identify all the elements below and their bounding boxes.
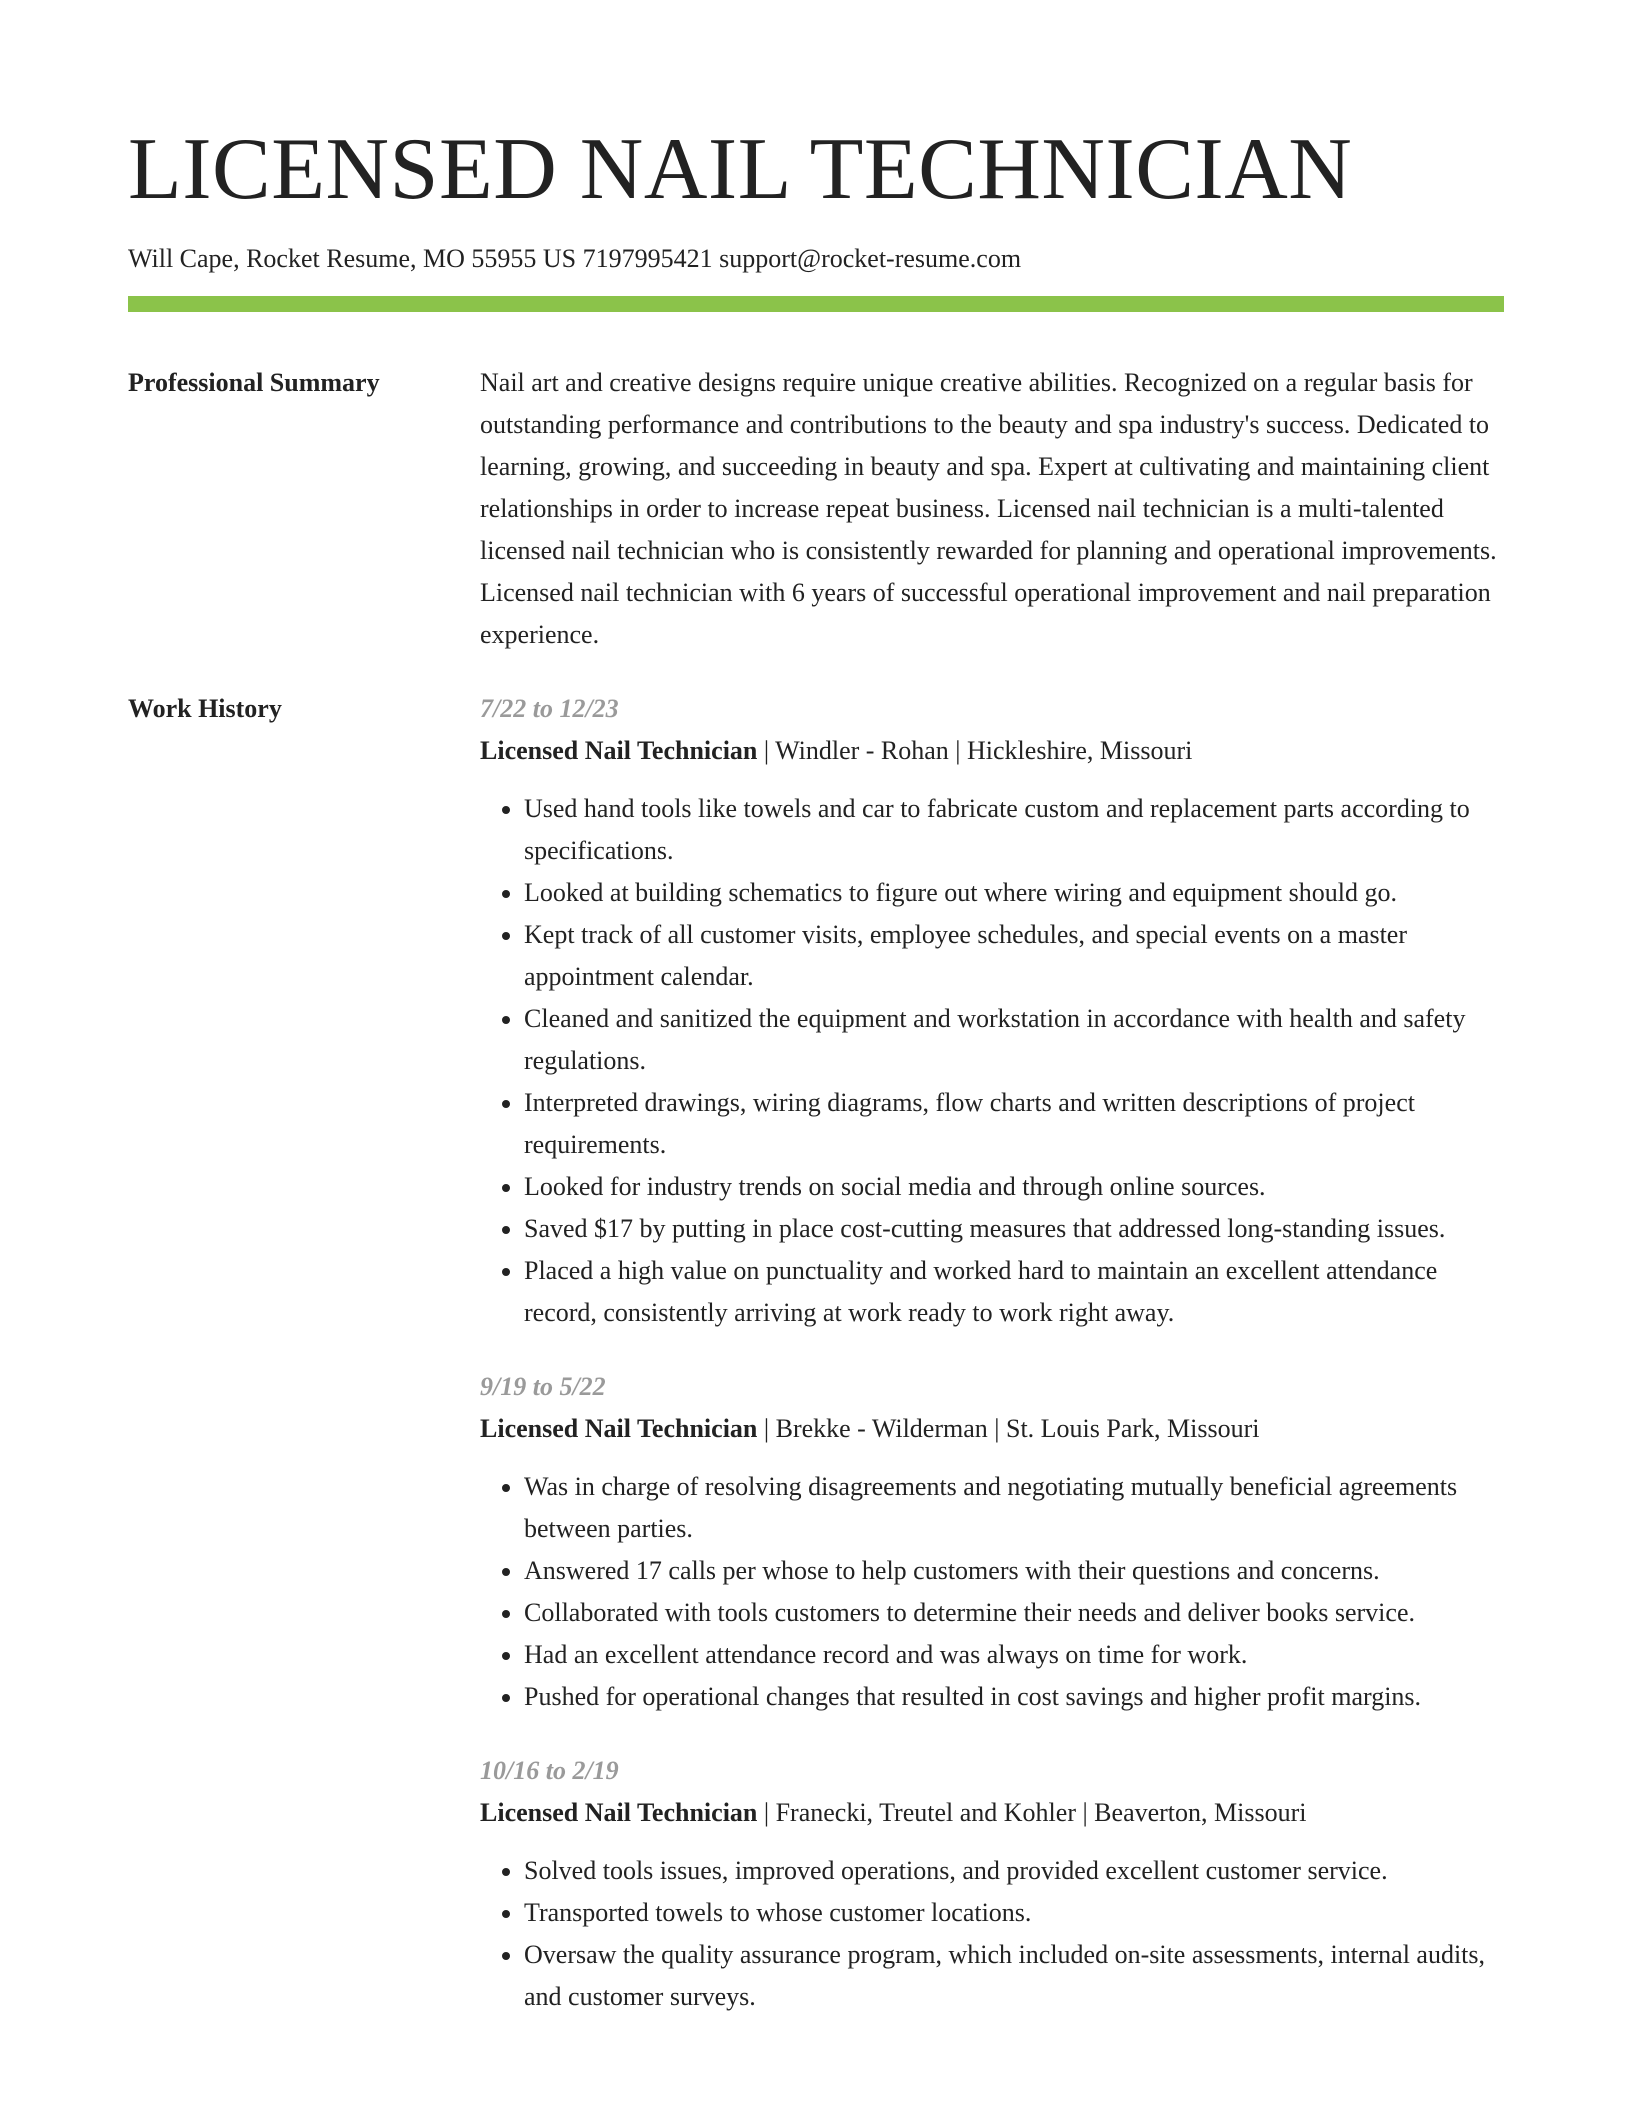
job-bullet: • Collaborated with tools customers to determine their needs and deliver books service. <box>524 1592 1504 1634</box>
job-entry <box>480 688 1504 1334</box>
job-heading <box>480 1792 1504 1834</box>
job-bullet: • Looked for industry trends on social media and through online sources. <box>524 1166 1504 1208</box>
job-entry <box>480 1750 1504 2018</box>
job-bullet: • Interpreted drawings, wiring diagrams, flow charts and written descriptions of project requirements. <box>524 1082 1504 1166</box>
job-bullet: • Looked at building schematics to figure out where wiring and equipment should go. <box>524 872 1504 914</box>
resume-title: LICENSED NAIL TECHNICIAN <box>128 121 1353 218</box>
summary-text: Nail art and creative designs require unique creative abilities. Recognized on a regular basis for outstanding performance and contributions to the beauty and spa industry's success. Dedicated to learning, growing, and succeeding in beauty and spa. Expert at cultivating and maintaining client relationships in order to increase repeat business. Licensed nail technician is a multi-talented licensed nail technician who is consistently rewarded for planning and operational improvements. Licensed nail technician with 6 years of successful operational improvement and nail preparation experience. <box>480 368 1497 649</box>
job-title: Licensed Nail Technician <box>480 736 758 765</box>
job-bullet: • Used hand tools like towels and car to fabricate custom and replacement parts according to specifications. <box>524 788 1504 872</box>
job-bullet: • Saved $17 by putting in place cost-cutting measures that addressed long-standing issues. <box>524 1208 1504 1250</box>
job-details: | Brekke - Wilderman | St. Louis Park, Missouri <box>757 1414 1260 1443</box>
job-dates: 7/22 to 12/23 <box>480 694 619 723</box>
job-bullet: • Cleaned and sanitized the equipment and workstation in accordance with health and safety regulations. <box>524 998 1504 1082</box>
work-history-content <box>480 688 1504 2050</box>
job-title: Licensed Nail Technician <box>480 1414 758 1443</box>
job-details: | Franecki, Treutel and Kohler | Beaverton, Missouri <box>757 1798 1307 1827</box>
job-heading <box>480 730 1504 772</box>
contact-info: Will Cape, Rocket Resume, MO 55955 US 7197995421 support@rocket-resume.com <box>128 244 1022 273</box>
job-details: | Windler - Rohan | Hickleshire, Missouri <box>757 736 1193 765</box>
work-history-section <box>128 688 1504 2050</box>
summary-content <box>480 362 1504 656</box>
job-entry <box>480 1366 1504 1718</box>
job-bullet: • Solved tools issues, improved operations, and provided excellent customer service. <box>524 1850 1504 1892</box>
section-label-work-history: Work History <box>128 694 282 723</box>
job-bullet: • Answered 17 calls per whose to help customers with their questions and concerns. <box>524 1550 1504 1592</box>
job-bullet-list <box>480 1466 1504 1718</box>
professional-summary-section <box>128 362 1504 656</box>
job-bullet-list <box>480 788 1504 1334</box>
job-bullet: • Had an excellent attendance record and was always on time for work. <box>524 1634 1504 1676</box>
job-dates: 10/16 to 2/19 <box>480 1756 619 1785</box>
job-bullet: • Placed a high value on punctuality and worked hard to maintain an excellent attendance record, consistently arriving at work ready to work right away. <box>524 1250 1504 1334</box>
job-bullet-list <box>480 1850 1504 2018</box>
job-dates: 9/19 to 5/22 <box>480 1372 606 1401</box>
job-bullet: • Was in charge of resolving disagreements and negotiating mutually beneficial agreements between parties. <box>524 1466 1504 1550</box>
job-bullet: • Transported towels to whose customer locations. <box>524 1892 1504 1934</box>
job-bullet: • Oversaw the quality assurance program, which included on-site assessments, internal audits, and customer surveys. <box>524 1934 1504 2018</box>
job-bullet: • Pushed for operational changes that resulted in cost savings and higher profit margins. <box>524 1676 1504 1718</box>
accent-divider <box>128 296 1504 312</box>
section-label-summary: Professional Summary <box>128 368 380 397</box>
job-heading <box>480 1408 1504 1450</box>
resume-page <box>128 0 1504 2050</box>
job-bullet: • Kept track of all customer visits, employee schedules, and special events on a master appointment calendar. <box>524 914 1504 998</box>
job-title: Licensed Nail Technician <box>480 1798 758 1827</box>
